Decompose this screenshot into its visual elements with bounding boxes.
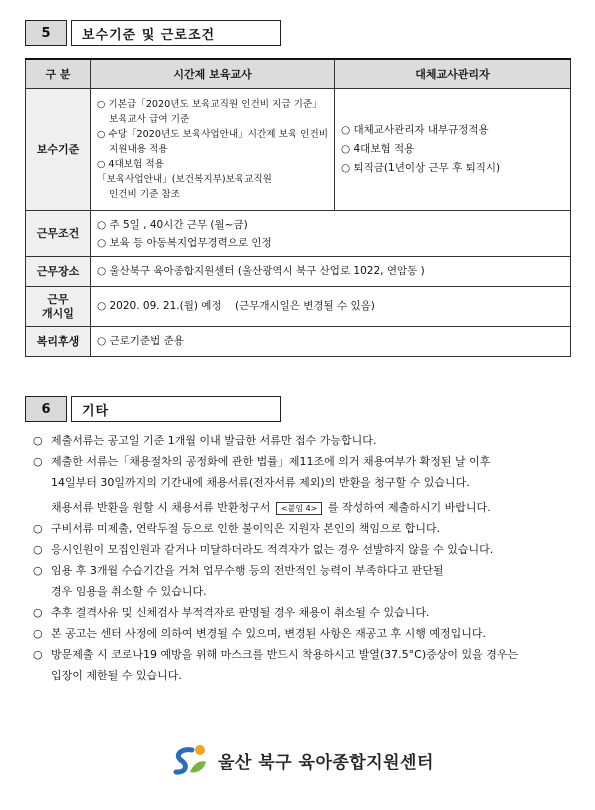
note-item bbox=[33, 451, 573, 518]
note-text: 입장이 제한될 수 있습니다. bbox=[51, 669, 182, 682]
section-5-header bbox=[25, 20, 281, 46]
work-cell bbox=[91, 211, 571, 257]
note-text: 본 공고는 센터 사정에 의하여 변경될 수 있으며, 변경된 사항은 재공고 후 시행 예정입니다. bbox=[51, 627, 486, 640]
note-text: 를 작성하여 제출하시기 바랍니다. bbox=[327, 501, 491, 514]
table-row-welfare bbox=[26, 327, 571, 357]
conditions-table bbox=[25, 58, 571, 357]
section-title: 기타 bbox=[71, 396, 281, 422]
pay-line: ○ 4대보험 적용 bbox=[97, 159, 164, 170]
row-label: 복리후생 bbox=[26, 327, 91, 357]
pay-line: ○ 수당「2020년도 보육사업안내」시간제 보육 인건비 bbox=[97, 129, 328, 140]
row-label bbox=[26, 287, 91, 327]
note-text: 14일부터 30일까지의 기간내에 채용서류(전자서류 제외)의 반환을 청구할 수 있습니다. bbox=[51, 476, 470, 489]
row-label: 근무장소 bbox=[26, 257, 91, 287]
note-item bbox=[33, 539, 573, 560]
bullet: ○ bbox=[33, 455, 43, 468]
bullet: ○ bbox=[33, 606, 43, 619]
note-text: 응시인원이 모집인원과 같거나 미달하더라도 적격자가 없는 경우 선발하지 않을 수 있습니다. bbox=[51, 543, 494, 556]
note-item bbox=[33, 623, 573, 644]
notes-list bbox=[33, 430, 573, 686]
pay-line: ○ 기본급「2020년도 보육교직원 인건비 지급 기준」 bbox=[97, 99, 322, 110]
note-text: 추후 결격사유 및 신체검사 부적격자로 판명될 경우 채용이 취소될 수 있습니다. bbox=[51, 606, 430, 619]
attachment-tag: <붙임 4> bbox=[276, 502, 323, 515]
welfare-cell bbox=[91, 327, 571, 357]
note-item bbox=[33, 430, 573, 451]
section-number: 6 bbox=[25, 396, 67, 422]
welfare-line: ○ 근로기준법 준용 bbox=[97, 335, 184, 347]
pay-line: ○ 퇴직금(1년이상 근무 후 퇴직시) bbox=[341, 162, 501, 174]
pay-line: 인건비 기준 참조 bbox=[109, 189, 180, 200]
note-item bbox=[33, 560, 573, 602]
bullet: ○ bbox=[33, 564, 43, 577]
header-substitute-manager: 대체교사관리자 bbox=[335, 59, 571, 89]
bullet: ○ bbox=[33, 434, 43, 447]
note-text: 임용 후 3개월 수습기간을 거쳐 업무수행 등의 전반적인 능력이 부족하다고 판단될 bbox=[51, 564, 444, 577]
note-item bbox=[33, 518, 573, 539]
work-line: ○ 보육 등 아동복지업무경력으로 인정 bbox=[97, 236, 272, 249]
table-row-place bbox=[26, 257, 571, 287]
note-text: 경우 임용을 취소할 수 있습니다. bbox=[51, 585, 207, 598]
start-cell bbox=[91, 287, 571, 327]
center-logo-icon bbox=[170, 742, 210, 778]
note-text-line bbox=[51, 497, 573, 518]
row-label-line: 개시일 bbox=[42, 306, 74, 320]
table-row-pay bbox=[26, 89, 571, 211]
bullet: ○ bbox=[33, 522, 43, 535]
pay-parttime-cell bbox=[91, 89, 335, 211]
org-name: 울산 북구 육아종합지원센터 bbox=[218, 752, 434, 773]
work-line: ○ 주 5일 , 40시간 근무 (월~금) bbox=[97, 218, 248, 231]
place-cell bbox=[91, 257, 571, 287]
note-text: 구비서류 미제출, 연락두절 등으로 인한 불이익은 지원자 본인의 책임으로 합니다. bbox=[51, 522, 441, 535]
pay-line: 보육교사 급여 기준 bbox=[109, 114, 190, 125]
place-line: ○ 울산북구 육아종합지원센터 (울산광역시 북구 산업로 1022, 연암동 ) bbox=[97, 265, 425, 277]
start-line: ○ 2020. 09. 21.(월) 예정 (근무개시일은 변경될 수 있음) bbox=[97, 300, 375, 312]
table-row-work bbox=[26, 211, 571, 257]
pay-line: ○ 대체교사관리자 내부규정적용 bbox=[341, 124, 489, 136]
row-label-line: 근무 bbox=[47, 292, 69, 306]
table-row-start bbox=[26, 287, 571, 327]
bullet: ○ bbox=[33, 627, 43, 640]
header-parttime-teacher: 시간제 보육교사 bbox=[91, 59, 335, 89]
bullet: ○ bbox=[33, 648, 43, 661]
row-label: 근무조건 bbox=[26, 211, 91, 257]
row-label: 보수기준 bbox=[26, 89, 91, 211]
note-text: 제출서류는 공고일 기준 1개월 이내 발급한 서류만 접수 가능합니다. bbox=[51, 434, 377, 447]
note-text: 제출한 서류는「채용절차의 공정화에 관한 법률」제11조에 의거 채용여부가 확정된 날 이후 bbox=[51, 455, 491, 468]
bullet: ○ bbox=[33, 543, 43, 556]
header-category: 구 분 bbox=[26, 59, 91, 89]
note-text: 채용서류 반환을 원할 시 채용서류 반환청구서 bbox=[51, 501, 271, 514]
section-title: 보수기준 및 근로조건 bbox=[71, 20, 281, 46]
footer-logo bbox=[170, 742, 434, 778]
section-6-header bbox=[25, 396, 281, 422]
note-item bbox=[33, 602, 573, 623]
table-header-row bbox=[26, 59, 571, 89]
note-text: 방문제출 시 코로나19 예방을 위해 마스크를 반드시 착용하시고 발열(37.5°C)증상이 있을 경우는 bbox=[51, 648, 519, 661]
note-item bbox=[33, 644, 573, 686]
section-number: 5 bbox=[25, 20, 67, 46]
pay-line: 지원내용 적용 bbox=[109, 144, 168, 155]
pay-manager-cell bbox=[335, 89, 571, 211]
pay-line: ○ 4대보험 적용 bbox=[341, 143, 415, 155]
pay-line: 「보육사업안내」(보건복지부)보육교직원 bbox=[97, 174, 272, 185]
